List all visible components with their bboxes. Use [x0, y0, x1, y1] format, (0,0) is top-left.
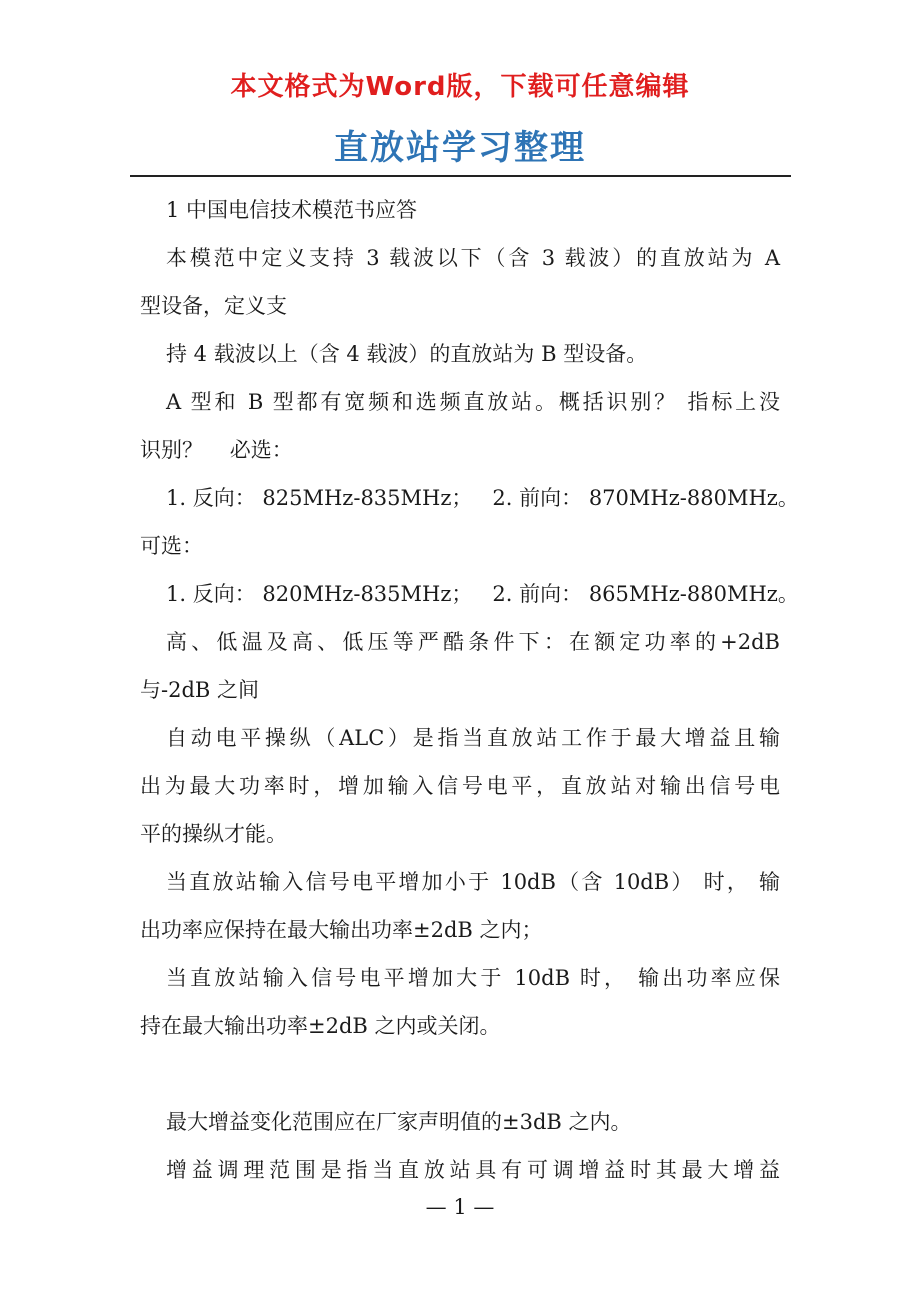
paragraph-12: 增益调理范围是指当直放站具有可调增益时其最大增益 — [166, 1158, 780, 1182]
paragraph-2-line-2: 型设备，定义支 — [140, 294, 287, 318]
title-divider — [130, 175, 791, 177]
paragraph-3: 持 4 载波以上（含 4 载波）的直放站为 B 型设备。 — [166, 342, 648, 366]
paragraph-9-line-2: 出功率应保持在最大输出功率±2dB 之内； — [140, 918, 543, 942]
paragraph-5-line-1: 1. 反向： 825MHz-835MHz； 2. 前向： 870MHz-880MHz。 — [166, 486, 799, 510]
format-notice-banner: 本文格式为Word版，下载可任意编辑 — [230, 72, 690, 102]
paragraph-gap — [140, 1050, 780, 1098]
paragraph-8-line-1: 自动电平操纵（ALC）是指当直放站工作于最大增益且输 — [166, 726, 780, 750]
document-title: 直放站学习整理 — [334, 128, 586, 168]
paragraph-11: 最大增益变化范围应在厂家声明值的±3dB 之内。 — [166, 1110, 632, 1134]
paragraph-4-line-2: 识别？ 必选： — [140, 438, 293, 462]
paragraph-7-line-1: 高、低温及高、低压等严酷条件下：在额定功率的+2dB — [166, 630, 780, 654]
paragraph-10-line-1: 当直放站输入信号电平增加大于 10dB 时， 输出功率应保 — [166, 966, 780, 990]
document-body — [140, 186, 799, 1194]
paragraph-2-line-1: 本模范中定义支持 3 载波以下（含 3 载波）的直放站为 A — [166, 246, 780, 270]
paragraph-5-line-2: 可选： — [140, 534, 203, 558]
paragraph-8-line-3: 平的操纵才能。 — [140, 822, 287, 846]
paragraph-7-line-2: 与-2dB 之间 — [140, 678, 260, 702]
paragraph-4-line-1: A 型和 B 型都有宽频和选频直放站。概括识别？ 指标上没 — [166, 390, 780, 414]
paragraph-9-line-1: 当直放站输入信号电平增加小于 10dB（含 10dB） 时， 输 — [166, 870, 780, 894]
paragraph-8-line-2: 出为最大功率时，增加输入信号电平，直放站对输出信号电 — [140, 774, 780, 798]
paragraph-6: 1. 反向： 820MHz-835MHz； 2. 前向： 865MHz-880MHz。 — [166, 582, 799, 606]
paragraph-10-line-2: 持在最大输出功率±2dB 之内或关闭。 — [140, 1014, 501, 1038]
paragraph-1: 1 中国电信技术模范书应答 — [166, 198, 418, 222]
page-number: — 1 — — [425, 1195, 495, 1219]
